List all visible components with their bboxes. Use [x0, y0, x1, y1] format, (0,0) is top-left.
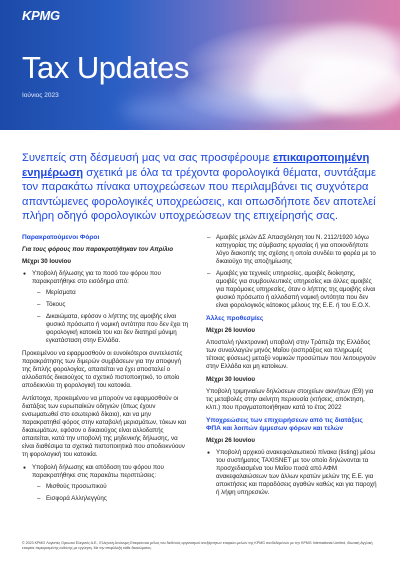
bullet-list — [22, 270, 190, 345]
kpmg-logo: KPMG — [22, 8, 60, 23]
deadline-heading: Μέχρι 26 Ιουνίου — [206, 437, 256, 444]
subheading: Για τους φόρους που παρακρατήθηκαν τον Απρίλιο — [22, 246, 174, 253]
page-title: Tax Updates — [22, 50, 189, 85]
list-item: ● Υποβολή αρχικού ανακεφαλαιωτικού πίνακα (listing) μέσω του συστήματος TAXISNET με τον οποίο δηλώνονται τα προσχεδιασμένα του Μαΐου ποσά από ΑΦΜ ανακεφαλαιώσεων των άλλων κρατών μελών της Ε.Ε. για αποκτήσεις και παραδόσεις αγαθών καθώς και για παροχή ή λήψη υπηρεσιών. — [206, 449, 378, 497]
section-title: Υποχρεώσεις των επιχειρήσεων από τις διατάξεις ΦΠΑ και λοιπών έμμεσων φόρων και τελών — [206, 417, 363, 432]
wave-graphic — [120, 95, 320, 125]
intro-text — [22, 151, 382, 224]
intro-link[interactable]: επικαιροποιημένη ενημέρωση — [22, 152, 370, 179]
sub-list — [32, 289, 190, 345]
intro-after: σχετικά με όλα τα τρέχοντα φορολογικά θέματα, συντάξαμε τον παρακάτω πίνακα υποχρεώσεων που περιλαμβάνει τις συχνότερα απαντώμενες φορολογικές υποχρεώσεις, και οπωσδήποτε δεν αποτελεί πλήρη οδηγό φορολογικών υποχρεώσεων της επιχείρησής σας. — [22, 166, 376, 223]
list-item — [22, 270, 190, 345]
right-column — [206, 234, 378, 502]
sub-list-item: ‒ Μισθούς προσωπικού — [32, 483, 190, 491]
paragraph: Αποστολή ηλεκτρονική υποβολή στην Τράπεζα της Ελλάδος των συναλλαγών μηνός Μαΐου (εισπράξεις και πληρωμές τέτοιας φύσεως) μεταξύ νομικών προσώπων που λειτουργούν στην Ελλάδα και μη κατοίκων. — [206, 339, 376, 370]
footer-legal-text: © 2023 KPMG Λογιστές Ορκωτοί Ελεγκτές Α.Ε., Ελληνική Ανώνυμη Εταιρεία και μέλος του διεθνούς οργανισμού ανεξάρτητων εταιριών-μελών της KPMG συνδεδεμένων με την KPMG International Limited, ιδιωτική Αγγλική εταιρεία περιορισμένης ευθύνης με εγγύηση. Με την επιφύλαξη κάθε δικαιώματος. — [22, 541, 373, 550]
bullet-list — [206, 449, 378, 497]
deadline-heading: Μέχρι 30 Ιουνίου — [22, 258, 72, 265]
paragraph: Υποβολή τριμηνιαίων δηλώσεων στοιχείων ακινήτων (Ε9) για τις μεταβολές στην ακίνητη περιουσία (κτήσεις, απόκτηση, κλπ.) που πραγματοποιήθηκαν κατά το έτος 2022 — [206, 388, 374, 411]
list-item: ‒ Αμοιβές για τεχνικές υπηρεσίες, αμοιβές διοίκησης, αμοιβές για συμβουλευτικές υπηρεσίες και άλλες αμοιβές για παρόμοιες υπηρεσίες, όταν ο λήπτης της αμοιβής είναι φυσικό πρόσωπο ή αλλοδαπή νομική οντότητα που δεν είναι φορολογικός κάτοικος μέλους της Ε.Ε. ή του Ε.Ο.Χ. — [206, 270, 378, 310]
header-banner — [0, 0, 400, 130]
sub-list — [32, 483, 190, 503]
sub-list-item: ‒ Εισφορά Αλληλεγγύης — [32, 495, 190, 503]
list-item-text: Υποβολή δήλωσης για το ποσό του φόρου που παρακρατήθηκε στο εισόδημα από: — [32, 270, 161, 285]
section-title: Παρακρατούμενοι Φόροι — [22, 234, 100, 241]
list-item-text: Υποβολή δήλωσης και απόδοση του φόρου που παρακρατήθηκε στις παρακάτω περιπτώσεις: — [32, 464, 164, 479]
paragraph: Προκειμένου να εφαρμοσθούν οι ευνοϊκότεροι συντελεστές παρακράτησης των διμερών συμβάσεων για την αποφυγή της διπλής φορολογίας, απαιτείται να έχει αποσταλεί ο αλλοδαπός δικαιούχος το σχετικό πιστοποιητικό, το οποίο αποδεικνύει τη φορολογική του κατοικία. — [22, 350, 183, 389]
sub-list-item: ‒ Μερίσματα — [32, 289, 190, 297]
paragraph: Αντίστοιχα, προκειμένου να μπορούν να εφαρμοσθούν οι διατάξεις των ευρωπαϊκών οδηγιών (όπως έχουν ενσωματωθεί στο εσωτερικό δίκαιο), και να μην παρακρατηθεί φόρος στην καταβολή μερισμάτων, τόκων και δικαιωμάτων, εφόσον ο δικαιούχος είναι αλλοδαπής απαιτείται, κατά την υποβολή της μηδενικής δήλωσης, να είναι διαθέσιμα τα σχετικά πιστοποιητικά που αποδεικνύουν τη φορολογική του κατοικία. — [22, 395, 186, 458]
bullet-list — [22, 464, 190, 503]
deadline-heading: Μέχρι 30 Ιουνίου — [206, 376, 256, 383]
sub-list-item: ‒ Δικαιώματα, εφόσον ο λήπτης της αμοιβής είναι φυσικό πρόσωπο ή νομική οντότητα που δεν έχει τη φορολογική κατοικία του και δεν διατηρεί μόνιμη εγκατάσταση στην Ελλάδα. — [32, 313, 190, 345]
issue-date: Ιούνιος 2023 — [22, 92, 59, 99]
left-column — [22, 234, 190, 508]
section-title: Άλλες προθεσμίες — [206, 315, 264, 322]
sub-list-item: ‒ Τόκους — [32, 301, 190, 309]
intro-before: Συνεπείς στη δέσμευσή μας να σας προσφέρουμε — [22, 152, 274, 164]
list-item: ‒ Αμοιβές μελών ΔΣ Απασχόληση του Ν. 2112/1920 λόγω κατηγορίας της σύμβασης εργασίας ή για οποιονδήποτε λόγο διακοπής της σχέσης η οποία συνδέει το φορέα με το δικαιούχο της αποζημίωσης — [206, 234, 378, 266]
list-item — [22, 464, 190, 503]
deadline-heading: Μέχρι 26 Ιουνίου — [206, 327, 256, 334]
bullet-list — [206, 234, 378, 310]
